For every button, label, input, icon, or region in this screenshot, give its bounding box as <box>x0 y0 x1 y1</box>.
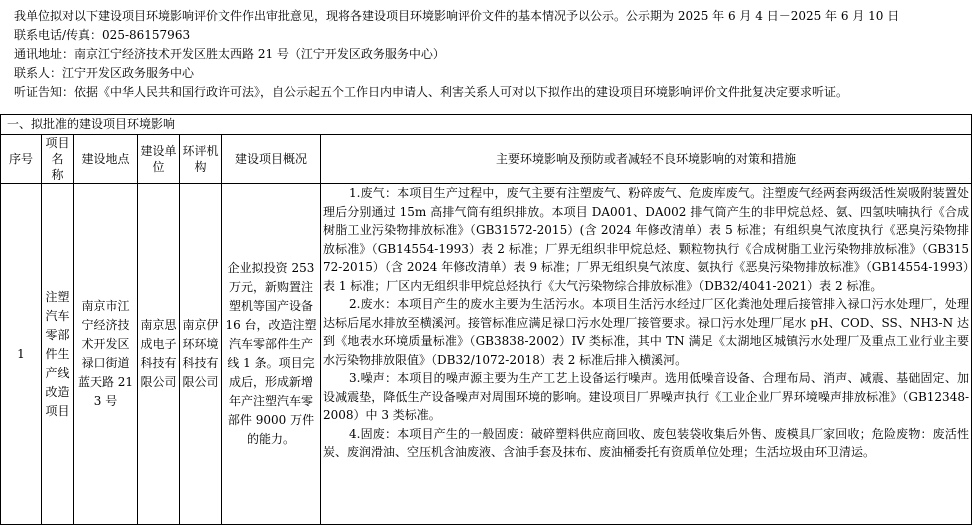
cell-eia-agency: 南京伊环环境科技有限公司 <box>180 184 222 525</box>
cell-project: 注塑汽车零部件生产线改造项目 <box>42 184 74 525</box>
notice-line <box>14 7 969 26</box>
header-row <box>1 135 972 184</box>
header-builder-text-2: 位 <box>152 160 165 174</box>
contact-value: 江宁开发区政务服务中心 <box>62 66 195 80</box>
header-location-text: 建设地点 <box>81 152 130 166</box>
cell-measures <box>321 184 972 525</box>
header-measures <box>321 135 972 184</box>
cell-seq: 1 <box>1 184 42 525</box>
header-project <box>42 135 74 184</box>
header-builder-text-1: 建设单 <box>140 144 177 158</box>
notice-text: 我单位拟对以下建设项目环境影响评价文件作出审批意见，现将各建设项目环境影响评价文件的基本情况予以公示。公示期为 2025 年 6 月 4 日－2025 年 6 月 10 日 <box>14 9 900 23</box>
address-label: 通讯地址： <box>14 47 75 61</box>
contact-line <box>14 64 969 83</box>
header-overview-text: 建设项目概况 <box>234 152 307 166</box>
address-line <box>14 45 969 64</box>
phone-line <box>14 26 969 45</box>
section-title: 一、拟批准的建设项目环境影响 <box>1 115 972 135</box>
header-project-text-2: 称 <box>51 168 64 182</box>
header-measures-text: 主要环境影响及预防或者减轻不良环境影响的对策和措施 <box>496 152 797 166</box>
projects-table <box>0 114 972 525</box>
hearing-line <box>14 83 969 102</box>
header-overview <box>222 135 321 184</box>
header-project-text-1: 项目名 <box>45 136 70 166</box>
address-value: 南京江宁经济技术开发区胜太西路 21 号（江宁开发区政务服务中心） <box>74 47 445 61</box>
header-eia-text-2: 构 <box>194 160 207 174</box>
header-eia-agency <box>180 135 222 184</box>
phone-label: 联系电话/传真： <box>14 28 103 42</box>
measure-solid-waste: 4.固废：本项目产生的一般固废：破碎塑料供应商回收、废包装袋收集后外售、废模具厂家回收；危险废物：废活性炭、废润滑油、空压机含油废液、含油手套及抹布、废油桶委托有资质单位处理；生活垃圾由环卫清运。 <box>323 426 970 459</box>
hearing-text: 依据《中华人民共和国行政许可法》，自公示起五个工作日内申请人、利害关系人可对以下拟作出的建设项目环境影响评价文件批复决定要求听证。 <box>74 85 849 99</box>
contact-label: 联系人： <box>14 66 63 80</box>
cell-overview: 企业拟投资 253 万元，新购置注塑机等国产设备 16 台，改造注塑汽车零部件生产线 1 条。项目完成后，形成新增年产注塑汽车零部件 9000 万件的能力。 <box>222 184 321 525</box>
cell-builder: 南京思成电子科技有限公司 <box>138 184 180 525</box>
header-eia-text-1: 环评机 <box>182 144 219 158</box>
header-builder <box>138 135 180 184</box>
measure-air: 1.废气：本项目生产过程中，废气主要有注塑废气、粉碎废气、危废库废气。注塑废气经两套两级活性炭吸附装置处理后分别通过 15m 高排气筒有组织排放。本项目 DA001、DA002 排气筒产生的非甲烷总烃、氨、四氢呋喃执行《合成树脂工业污染物排放标准》（GB31572-2015）(含 2024 年修改清单）表 5 标准；有组织臭气浓度执行《恶臭污染物排放标准》（GB14554-1993）表 2 标准；厂界无组织非甲烷总烃、颗粒物执行《合成树脂工业污染物排放标准》（GB31572-2015）（含 2024 年修改清单）表 9 标准；厂界无组织臭气浓度、氨执行《恶臭污染物排放标准》（GB14554-1993）表 1 标准；厂区内无组织非甲烷总烃执行《大气污染物综合排放标准》（DB32/4041-2021）表 2 标准。 <box>323 186 970 293</box>
measure-noise: 3.噪声：本项目的噪声源主要为生产工艺上设备运行噪声。选用低噪音设备、合理布局、消声、减震、基础固定、加设减震垫，降低生产设备噪声对周围环境的影响。建设项目厂界噪声执行《工业企业厂界环境噪声排放标准》（GB12348-2008）中 3 类标准。 <box>323 371 970 422</box>
header-seq <box>1 135 42 184</box>
header-seq-text: 序号 <box>8 152 33 166</box>
header-location <box>74 135 138 184</box>
phone-value: 025-86157963 <box>102 28 191 42</box>
hearing-label: 听证告知： <box>14 85 75 99</box>
cell-location: 南京市江宁经济技术开发区禄口街道蓝天路 213 号 <box>74 184 138 525</box>
measure-water: 2.废水：本项目产生的废水主要为生活污水。本项目生活污水经过厂区化粪池处理后接管排入禄口污水处理厂，处理达标后尾水排放至横溪河。接管标准应满足禄口污水处理厂接管要求。禄口污水处理厂尾水 pH、COD、SS、NH3-N 达到《地表水环境质量标准》（GB3838-2002）IV 类标准，其中 TN 满足《太湖地区城镇污水处理厂及重点工业行业主要水污染物排放限值》（DB32/1072-2018）表 2 标准后排入横溪河。 <box>323 297 970 367</box>
public-notice-header <box>14 7 969 102</box>
section-row <box>1 115 972 135</box>
table-row <box>1 184 972 525</box>
